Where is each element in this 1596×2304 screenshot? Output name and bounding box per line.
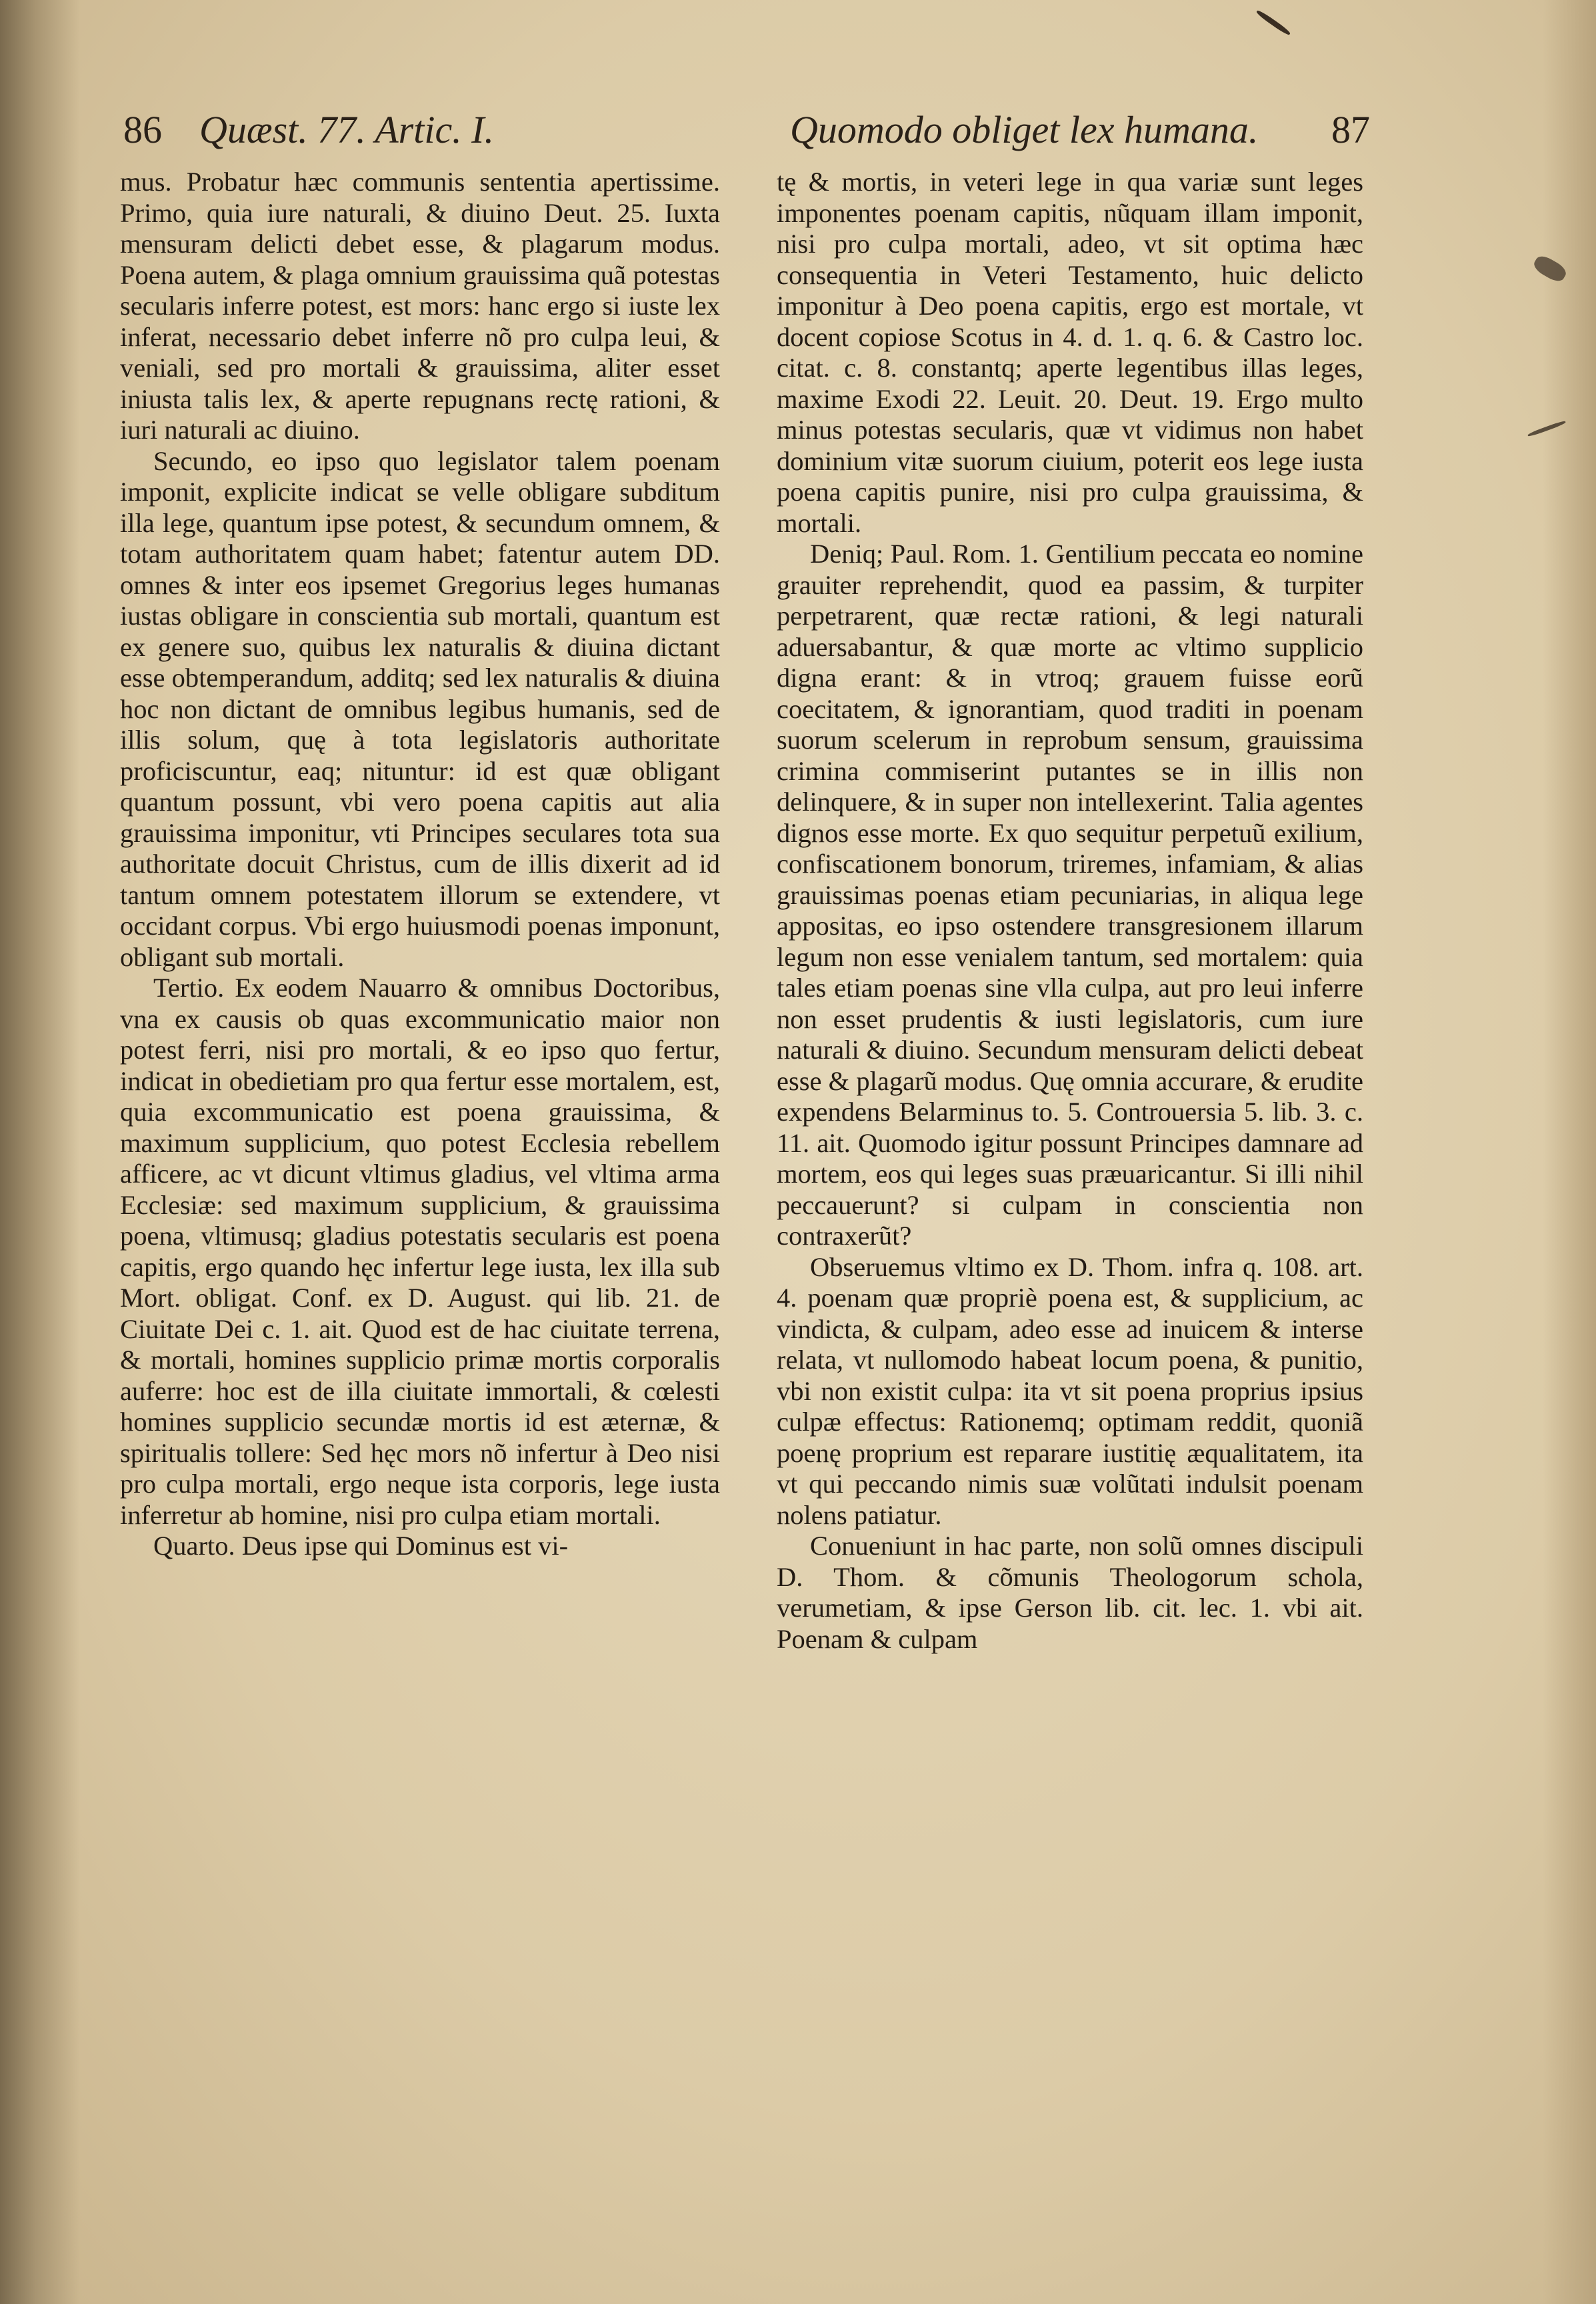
left-page-header xyxy=(123,100,763,160)
right-paragraph-3: Obseruemus vltimo ex D. Thom. infra q. 108. art. 4. poenam quæ propriè poena est, & supplicium, ac vindicta, & culpam, adeo esse ad inuicem & interse relata, vt nullomodo habeat locum poena, & punitio, vbi non existit culpa: ita vt sit poena proprius ipsius culpæ effectus: Rationemq; optimam reddit, quoniã poenę proprium est reparare iustitię æqualitatem, ita vt qui peccando nimis suæ volũtati indulsit poenam nolens patiatur. xyxy=(777,1251,1363,1530)
left-running-head: Quæst. 77. Artic. I. xyxy=(199,108,494,151)
right-running-head: Quomodo obliget lex humana. xyxy=(790,108,1259,151)
right-paragraph-2: Deniq; Paul. Rom. 1. Gentilium peccata eo nomine grauiter reprehendit, quod ea passim, & turpiter perpetrarent, quæ rectæ rationi, & legi naturali aduersabantur, & quæ morte ac vltimo supplicio digna erant: & in vtroq; grauem fuisse eorũ coecitatem, & ignorantiam, quod traditi in poenam suorum scelerum in reprobum sensum, grauissima crimina commiserint putantes se in illis non delinquere, & in super non intellexerint. Talia agentes dignos esse morte. Ex quo sequitur perpetuũ exilium, confiscationem bonorum, triremes, infamiam, & alias grauissimas poenas etiam pecuniarias, in aliqua lege appositas, eo ipso ostendere transgresionem illarum legum non esse venialem tantum, sed mortalem: quia tales etiam poenas sine vlla culpa, aut pro leui inferre non esset prudentis & iusti legislatoris, cum iure naturali & diuino. Secundum mensuram delicti debeat esse & plagarũ modus. Quę omnia accurare, & erudite expendens Belarminus to. 5. Controuersia 5. lib. 3. c. 11. ait. Quomodo igitur possunt Principes damnare ad mortem, eos qui leges suas præuaricantur. Si illi nihil peccauerunt? si culpam in conscientia non contraxerũt? xyxy=(777,539,1363,1251)
right-text-column xyxy=(777,167,1363,1655)
ink-stain-top xyxy=(1255,9,1291,37)
right-page-number: 87 xyxy=(1331,108,1370,151)
page-edge-shadow xyxy=(1543,0,1596,2304)
left-paragraph-3: Tertio. Ex eodem Nauarro & omnibus Doctoribus, vna ex causis ob quas excommunicatio maior non potest ferri, nisi pro mortali, & eo ipso quo fertur, indicat in obedietiam pro qua fertur esse mortalem, est, quia excommunicatio est poena grauissima, & maximum supplicium, quo potest Ecclesia rebellem afficere, ac vt dicunt vltimus gladius, vel vltima arma Ecclesiæ: sed maximum supplicium, & grauissima poena, vltimusq; gladius potestatis secularis est poena capitis, ergo quando hęc infertur lege iusta, lex illa sub Mort. obligat. Conf. ex D. August. qui lib. 21. de Ciuitate Dei c. 1. ait. Quod est de hac ciuitate terrena, & mortali, homines supplicio primæ mortis corporalis auferre: hoc est de illa ciuitate immortali, & cœlesti homines supplicio secundæ mortis id est æternæ, & spiritualis tollere: Sed hęc mors nõ infertur à Deo nisi pro culpa mortali, ergo neque ista corporis, lege iusta inferretur ab homine, nisi pro culpa etiam mortali. xyxy=(120,973,720,1530)
right-page-header xyxy=(790,100,1370,160)
left-paragraph-4: Quarto. Deus ipse qui Dominus est vi- xyxy=(153,1531,569,1561)
left-paragraph-2: Secundo, eo ipso quo legislator talem poenam imponit, explicite indicat se velle obligare subditum illa lege, quantum ipse potest, & secundum omnem, & totam authoritatem quam habet; fatentur autem DD. omnes & inter eos ipsemet Gregorius leges humanas iustas obligare in conscientia sub mortali, quantum est ex genere suo, quibus lex naturalis & diuina dictant esse obtemperandum, additq; sed lex naturalis & diuina hoc non dictant de omnibus legibus humanis, sed de illis solum, quę à tota legislatoris authoritate proficiscuntur, eaq; nituntur: id est quæ obligant quantum possunt, vbi vero poena capitis aut alia grauissima imponitur, vti Principes seculares tota sua authoritate docuit Christus, cum de illis dixerit ad id tantum omnem potestatem illorum se extendere, vt occidant corpus. Vbi ergo huiusmodi poenas imponunt, obligant sub mortali. xyxy=(120,445,720,972)
right-paragraph-1: tę & mortis, in veteri lege in qua variæ sunt leges imponentes poenam capitis, nũquam illam imponit, nisi pro culpa mortali, adeo, vt sit optima hæc consequentia in Veteri Testamento, huic delicto imponitur à Deo poena capitis, ergo est mortale, vt docent copiose Scotus in 4. d. 1. q. 6. & Castro loc. citat. c. 8. constantq; aperte legentibus illas leges, maxime Exodi 22. Leuit. 20. Deut. 19. Ergo multo minus potestas secularis, quæ vt vidimus non habet dominium vitæ suorum ciuium, poterit eos lege iusta poena capitis punire, nisi pro culpa grauissima, & mortali. xyxy=(777,167,1363,538)
page-gutter-shadow xyxy=(0,0,80,2304)
left-paragraph-1: mus. Probatur hæc communis sententia apertissime. Primo, quia iure naturali, & diuino Deut. 25. Iuxta mensuram delicti debet esse, & plagarum modus. Poena autem, & plaga omnium grauissima quã potestas secularis inferre potest, est mors: hanc ergo si iuste lex inferat, necessario debet inferre nõ pro culpa leui, & veniali, sed pro mortali & grauissima, aliter esset iniusta talis lex, & aperte repugnans rectę rationi, & iuri naturali ac diuino. xyxy=(120,167,720,445)
left-text-column xyxy=(120,167,720,1562)
left-page-number: 86 xyxy=(123,108,162,151)
right-paragraph-4: Conueniunt in hac parte, non solũ omnes discipuli D. Thom. & cõmunis Theologorum schola, verumetiam, & ipse Gerson lib. cit. lec. 1. vbi ait. Poenam & culpam xyxy=(777,1531,1363,1654)
